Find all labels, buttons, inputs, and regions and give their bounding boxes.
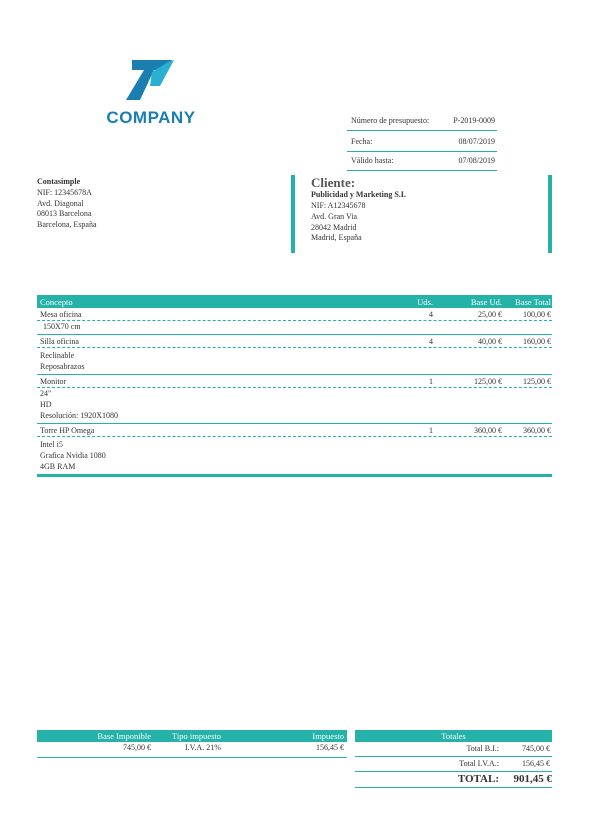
client-right-bar — [548, 175, 552, 253]
total-iva-label: Total I.V.A.: — [459, 759, 499, 768]
item-concept: Silla oficina — [40, 337, 79, 346]
tax-table — [37, 730, 347, 758]
issuer-name: Contasimple — [37, 177, 81, 186]
item-concept: Torre HP Omega — [40, 426, 95, 435]
client-country: Madrid, España — [311, 233, 362, 243]
issuer-nif: NIF: 12345678A — [37, 187, 92, 197]
header-tax-base: Base Imponible — [97, 731, 151, 741]
total-bi-label: Total B.I.: — [466, 744, 499, 753]
item-base-total: 160,00 € — [523, 337, 551, 346]
table-row — [37, 308, 552, 321]
valid-until-value: 07/08/2019 — [458, 156, 495, 165]
item-base-total: 360,00 € — [523, 426, 551, 435]
items-bottom-bar — [37, 474, 552, 477]
item-concept: Mesa oficina — [40, 310, 82, 319]
totals-header — [355, 730, 552, 742]
items-table — [37, 295, 552, 477]
table-row — [37, 335, 552, 348]
issuer-city: 08013 Barcelona — [37, 209, 92, 219]
client-block — [311, 176, 541, 244]
grand-total-row — [355, 772, 552, 788]
client-title: Cliente: — [311, 175, 356, 190]
tax-header — [37, 730, 347, 742]
total-iva-value: 156,45 € — [522, 759, 550, 768]
item-description — [37, 437, 552, 474]
tax-amount-value: 156,45 € — [316, 743, 344, 752]
item-description — [37, 321, 552, 335]
item-units: 1 — [429, 426, 433, 435]
item-base-unit: 125,00 € — [474, 377, 502, 386]
header-concept: Concepto — [40, 297, 73, 307]
description-line: Reclinable — [40, 351, 75, 360]
header-tax-amount: Impuesto — [312, 731, 344, 741]
total-bi-row — [355, 742, 552, 757]
item-description — [37, 388, 552, 424]
description-line: HD — [40, 400, 52, 409]
date-value: 08/07/2019 — [458, 137, 495, 146]
header-tax-type: Tipo impuesto — [172, 731, 222, 741]
totals-table — [355, 730, 552, 788]
tax-row — [37, 742, 347, 758]
quote-number-row — [347, 110, 497, 131]
valid-until-row — [347, 150, 497, 171]
header-units: Uds. — [417, 297, 433, 307]
description-line: Reposabrazos — [40, 362, 85, 371]
grand-total-value: 901,45 € — [513, 773, 552, 785]
client-city: 28042 Madrid — [311, 222, 357, 232]
logo-wordmark: COMPANY — [106, 108, 196, 127]
item-base-unit: 360,00 € — [474, 426, 502, 435]
valid-until-label: Válido hasta: — [351, 156, 394, 165]
description-line: Resolución: 1920X1080 — [40, 411, 118, 420]
totals-title: Totales — [441, 731, 466, 741]
total-iva-row — [355, 757, 552, 772]
client-address: Avd. Gran Via — [311, 211, 358, 221]
item-base-total: 125,00 € — [523, 377, 551, 386]
item-base-unit: 40,00 € — [478, 337, 502, 346]
item-base-unit: 25,00 € — [478, 310, 502, 319]
client-nif: NIF: A12345678 — [311, 201, 366, 211]
tax-type-value: I.V.A. 21% — [185, 743, 221, 752]
issuer-address: Avd. Diagonal — [37, 198, 84, 208]
description-line: Intel i5 — [40, 440, 63, 449]
item-units: 1 — [429, 377, 433, 386]
quote-number-value: P-2019-0009 — [453, 116, 495, 125]
header-base-total: Base Total — [515, 297, 551, 307]
table-row — [37, 424, 552, 437]
item-base-total: 100,00 € — [523, 310, 551, 319]
item-units: 4 — [429, 310, 433, 319]
description-line: 4GB RAM — [40, 462, 76, 471]
description-line: 150X70 cm — [43, 322, 81, 331]
item-units: 4 — [429, 337, 433, 346]
tax-base-value: 745,00 € — [123, 743, 151, 752]
client-company: Publicidad y Marketing S.I. — [311, 190, 406, 200]
client-left-bar — [291, 175, 295, 253]
grand-total-label: TOTAL: — [457, 773, 499, 785]
item-concept: Monitor — [40, 377, 67, 386]
items-header — [37, 295, 552, 308]
issuer-block — [37, 177, 237, 231]
total-bi-value: 745,00 € — [522, 744, 550, 753]
table-row — [37, 375, 552, 388]
description-line: 24" — [40, 389, 52, 398]
item-description — [37, 348, 552, 375]
date-label: Fecha: — [351, 137, 373, 146]
logo-mark-icon — [88, 56, 214, 106]
date-row — [347, 131, 497, 152]
description-line: Grafica Nvidia 1080 — [40, 451, 106, 460]
quote-number-label: Número de presupuesto: — [351, 116, 430, 125]
issuer-country: Barcelona, España — [37, 220, 97, 230]
header-base-unit: Base Ud. — [470, 297, 502, 307]
